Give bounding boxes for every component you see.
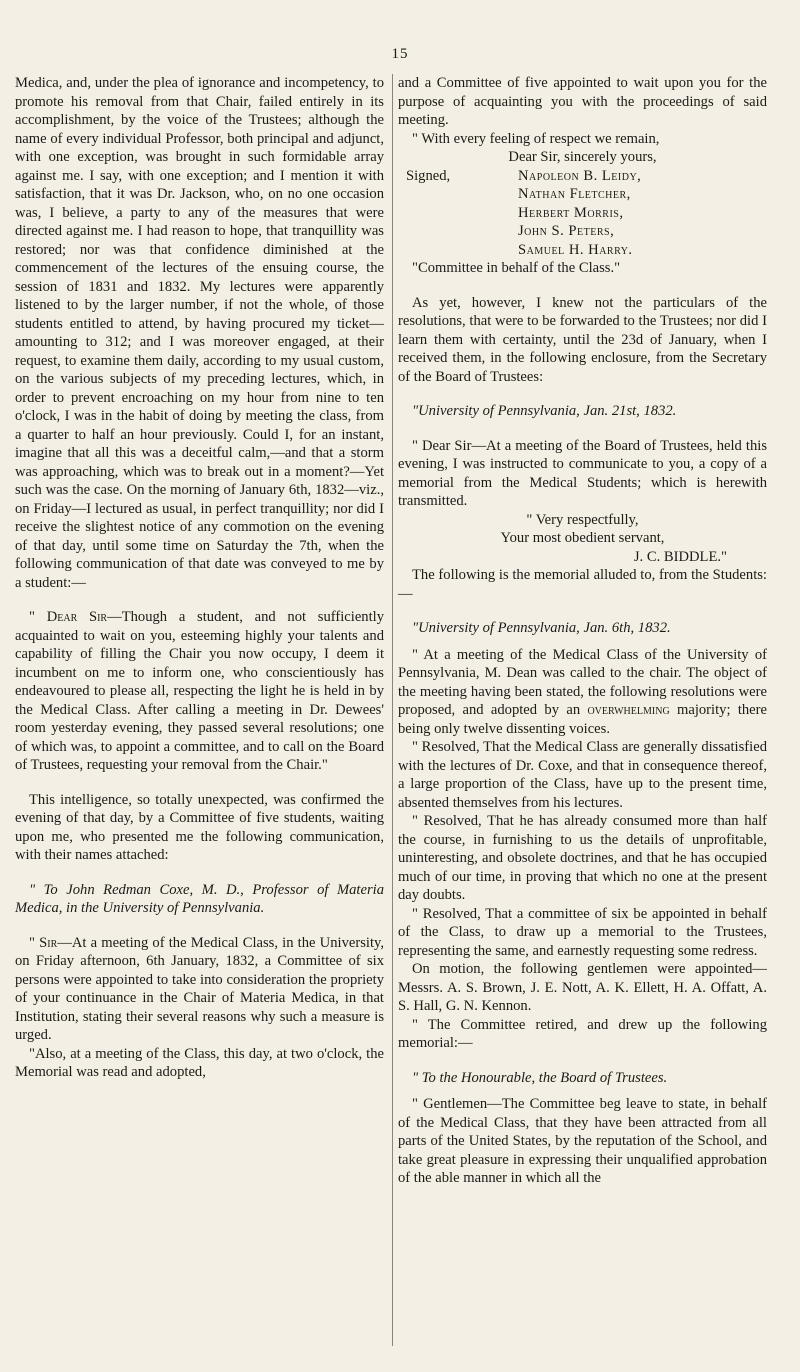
emphasis: overwhelming [587,702,670,718]
committee-line: "Committee in behalf of the Class." [412,260,621,276]
column-divider [392,74,393,1346]
letter-address: " To the Honourable, the Board of Trustees. [412,1069,668,1086]
salutation: Sir [39,934,58,951]
paragraph: and a Committee of five appointed to wait upon you for the purpose of acquainting you with the proceedings of said meeting. [398,75,767,128]
letter-address: " To John Redman Coxe, M. D., Professor of Materia Medica, in the University of Pennsylvania. [15,881,384,916]
left-column [15,74,384,1082]
signature-block [406,167,767,260]
paragraph: On motion, the following gentlemen were appointed—Messrs. A. S. Brown, J. E. Nott, A. K. Ellett, H. A. Offatt, A. S. Hall, G. N. Kennon. [398,961,767,1014]
paragraph: Medica, and, under the plea of ignorance and incompetency, to promote his removal from that Chair, failed entirely in its accomplishment, by the voice of the Trustees; although the name of every individual Professor, both principal and adjunct, with one exception, was brought in such formidable array against me. I say, with one exception; and I mention it with satisfaction, that it was Dr. Jackson, who, on no one occasion was, I believe, a party to any of the measures that were directed against me. I had reason to hope, that tranquillity was restored; nor was that confidence diminished at the commencement of the lectures of the ensuing course, the session of 1831 and 1832. My lectures were apparently listened to by the larger number, if not the whole, of those students entitled to attend, by having procured my ticket—amounting to 312; and I was moreover engaged, at their request, to examine them daily, according to my usual custom, on the various subjects of my preceding lectures, which, in order to prevent encroaching on my hour from nine to ten o'clock, I was in the habit of doing by meeting the class, from a quarter to half an hour previously. Could I, for an instant, imagine that all this was a deceitful calm,—and that a storm was approaching, which was to break out in a moment?—Yet such was the case. On the morning of January 6th, 1832—viz., on Friday—I lectured as usual, in perfect tranquillity; nor did I receive the slightest notice of any commotion on the evening of that day, until some time on Saturday the 7th, when the following communication of that date was conveyed to me by a student:— [15,75,384,591]
signatory-list [518,167,767,260]
resolution: " Resolved, That a committee of six be appointed in behalf of the Class, to draw up a memorial to the Trustees, representing the same, and earnestly requesting some redress. [398,905,767,959]
page-number: 15 [391,46,409,62]
resolution: " Resolved, That the Medical Class are generally dissatisfied with the lectures of Dr. Coxe, and that in consequence thereof, a large proportion of the Class, have up to the present time, absented themselves from his lectures. [398,739,767,811]
right-column [398,74,767,1188]
letter-paragraph: " Sir—At a meeting of the Medical Class, in the University, on Friday afternoon, 6th January, 1832, a Committee of six persons were appointed to take into consideration the propriety of your continuance in the Chair of Materia Medica, in that Institution, stating their several reasons why such a measure is urged. [15,934,384,1043]
paragraph: " The Committee retired, and drew up the following memorial:— [398,1016,767,1051]
signatory: John S. Peters, [518,223,615,239]
letter-body: —At a meeting of the Medical Class, in the University, on Friday afternoon, 6th January, 1832, a Committee of six persons were appointed to take into consideration the propriety of your continuance in the Chair of Materia Medica, in that Institution, stating their several reasons why such a measure is urged. [15,934,384,1043]
signatory: Napoleon B. Leidy, [518,167,642,184]
signatory: Herbert Morris, [518,204,624,221]
paragraph: "Also, at a meeting of the Class, this day, at two o'clock, the Memorial was read and adopted, [15,1045,384,1080]
letter-closing: Dear Sir, sincerely yours, [508,149,657,165]
letter-signature: J. C. BIDDLE." [633,548,727,565]
text-run: majority; there being only twelve dissenting voices. [398,702,768,737]
letter-body: —Though a student, and not sufficiently acquainted to wait on you, esteeming highly your talents and capability of filling the Chair you now occupy, I deem it incumbent on me to inform one, who conscientiously has endeavoured to please all, respecting the light he is held in by the Medical Class. After calling a meeting in Dr. Dewees' room yesterday evening, they passed several resolutions; one of which was, to appoint a committee, and to call on the Board of Trustees, requesting your removal from the Chair." [15,609,385,773]
letter-paragraph: " Dear Sir—Though a student, and not sufficiently acquainted to wait on you, esteeming highly your talents and capability of filling the Chair you now occupy, I deem it incumbent on me to inform one, who conscientiously has endeavoured to please all, respecting the light he is held in by the Medical Class. After calling a meeting in Dr. Dewees' room yesterday evening, they passed several resolutions; one of which was, to appoint a committee, and to call on the Board of Trustees, requesting your removal from the Chair." [15,609,385,773]
dateline: "University of Pennsylvania, Jan. 6th, 1832. [412,620,671,636]
letter-closing: " Very respectfully, [526,511,639,528]
letter-closing: Your most obedient servant, [500,530,665,546]
letter-paragraph: " Gentlemen—The Committee beg leave to state, in behalf of the Medical Class, that they have been attracted from all parts of the United States, by the reputation of the School, and take great pleasure in expressing their unqualified approbation of the able manner in which all the [398,1096,767,1186]
dateline: "University of Pennsylvania, Jan. 21st, 1832. [412,403,677,419]
signed-label: Signed, [406,167,451,184]
signatory: Samuel H. Harry. [518,241,633,258]
salutation: Dear Sir [46,609,108,625]
paragraph: This intelligence, so totally unexpected, was confirmed the evening of that day, by a Committee of five students, waiting upon me, who presented me the following communication, with their names attached: [15,791,384,863]
letter-paragraph: " Dear Sir—At a meeting of the Board of Trustees, held this evening, I was instructed to communicate to you, a copy of a memorial from the Medical Students; which is herewith transmitted. [398,437,767,509]
memorial-paragraph [398,646,767,739]
paragraph: The following is the memorial alluded to, from the Students:— [398,567,767,602]
paragraph: As yet, however, I knew not the particulars of the resolutions, that were to be forwarded to the Trustees; nor did I learn them with certainty, until the 23d of January, when I received them, in the following enclosure, from the Secretary of the Board of Trustees: [398,294,767,385]
signatory: Nathan Fletcher, [518,186,631,202]
text-run: " At a meeting of the Medical Class of the University of Pennsylvania, M. Dean was called to the chair. The object of the meeting having been stated, the following resolutions were proposed, and adopted by an [398,646,767,718]
resolution: " Resolved, That he has already consumed more than half the course, in furnishing to us the details of unprofitable, uninteresting, and obsolete doctrines, and that he has occupied much of our time, in proving that which no one at the present day doubts. [398,813,767,903]
letter-closing: " With every feeling of respect we remain, [412,130,660,147]
